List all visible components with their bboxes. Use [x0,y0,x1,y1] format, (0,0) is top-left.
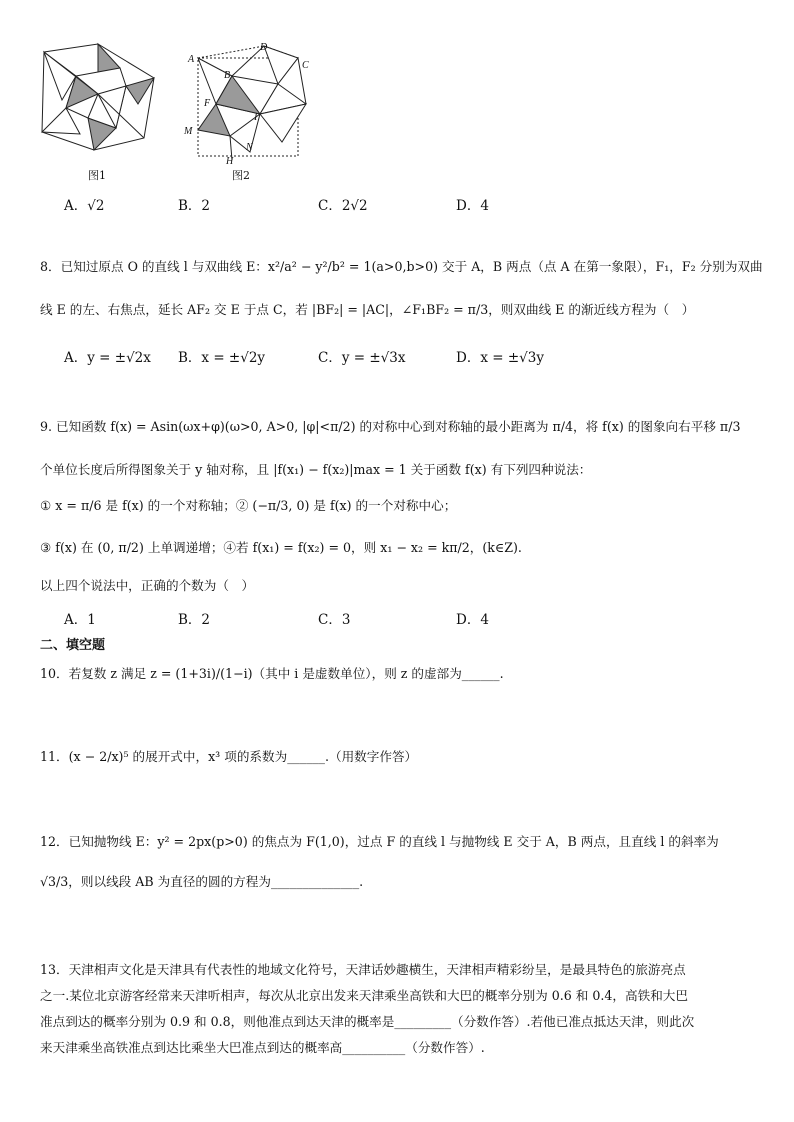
figure-2-caption: 图2 [232,169,250,182]
q10-line: 10．若复数 z 满足 z = (1+3i)/(1−i)（其中 i 是虚数单位），则 z 的虚部为______. [40,666,504,681]
label-F: F [204,98,211,109]
q7-option-b: B．2 [178,198,211,214]
q9-option-a: A．1 [64,612,96,628]
label-B: B [224,70,231,81]
label-I: I [254,112,258,123]
q9-option-d: D．4 [456,612,489,628]
section-2-title: 二、填空题 [40,638,106,653]
q7-option-c: C．2√2 [318,198,368,214]
q12-line-1: 12．已知抛物线 E：y² = 2px(p>0) 的焦点为 F(1,0)，过点 F 的直线 l 与抛物线 E 交于 A，B 两点，且直线 l 的斜率为 [40,834,719,849]
label-N: N [246,142,253,153]
q8-line-2: 线 E 的左、右焦点，延长 AF₂ 交 E 于点 C，若 |BF₂| = |AC|，∠F₁BF₂ = π/3，则双曲线 E 的渐近线方程为（ ） [40,302,695,317]
figure-1-caption: 图1 [88,169,106,182]
q7-option-d: D．4 [456,198,489,214]
q8-option-b: B．x = ±√2y [178,350,266,366]
q8-option-a: A．y = ±√2x [64,350,151,366]
q8-line-1: 8．已知过原点 O 的直线 l 与双曲线 E：x²/a² − y²/b² = 1(a>0,b>0) 交于 A，B 两点（点 A 在第一象限），F₁，F₂ 分别为双曲 [40,259,763,274]
q9-line-4: ③ f(x) 在 (0, π/2) 上单调递增；④若 f(x₁) = f(x₂) = 0，则 x₁ − x₂ = kπ/2，(k∈Z). [40,540,522,555]
figure-2 [178,40,314,166]
q7-option-a: A．√2 [64,198,105,214]
q13-line-3: 准点到达的概率分别为 0.9 和 0.8，则他准点到达天津的概率是_________（分数作答）.若他已准点抵达天津，则此次 [40,1014,695,1029]
q9-line-3: ① x = π/6 是 f(x) 的一个对称轴；② (−π/3, 0) 是 f(x) 的一个对称中心； [40,498,457,513]
q9-option-b: B．2 [178,612,211,628]
q9-line-1: 9. 已知函数 f(x) = Asin(ωx+φ)(ω>0, A>0, |φ|<π/2) 的对称中心到对称轴的最小距离为 π/4，将 f(x) 的图象向右平移 π/3 [40,419,741,434]
q9-option-c: C．3 [318,612,351,628]
q9-line-2: 个单位长度后所得图象关于 y 轴对称，且 |f(x₁) − f(x₂)|max = 1 关于函数 f(x) 有下列四种说法： [40,462,592,477]
label-H: H [226,156,234,166]
figure-1 [36,42,160,154]
q11-line: 11．(x − 2/x)⁵ 的展开式中，x³ 项的系数为______.（用数字作答） [40,749,418,764]
q13-line-4: 来天津乘坐高铁准点到达比乘坐大巴准点到达的概率高__________（分数作答）. [40,1040,485,1055]
label-C: C [302,60,309,71]
q8-option-d: D．x = ±√3y [456,350,544,366]
q9-line-5: 以上四个说法中，正确的个数为（ ） [40,578,255,593]
label-A: A [188,54,195,65]
label-D: D [260,42,268,53]
q12-line-2: √3/3，则以线段 AB 为直径的圆的方程为______________. [40,874,364,889]
q13-line-2: 之一.某位北京游客经常来天津听相声，每次从北京出发来天津乘坐高铁和大巴的概率分别为 0.6 和 0.4，高铁和大巴 [40,988,688,1003]
q8-option-c: C．y = ±√3x [318,350,406,366]
label-M: M [184,126,193,137]
q13-line-1: 13．天津相声文化是天津具有代表性的地域文化符号，天津话妙趣横生，天津相声精彩纷呈，是最具特色的旅游亮点 [40,962,686,977]
